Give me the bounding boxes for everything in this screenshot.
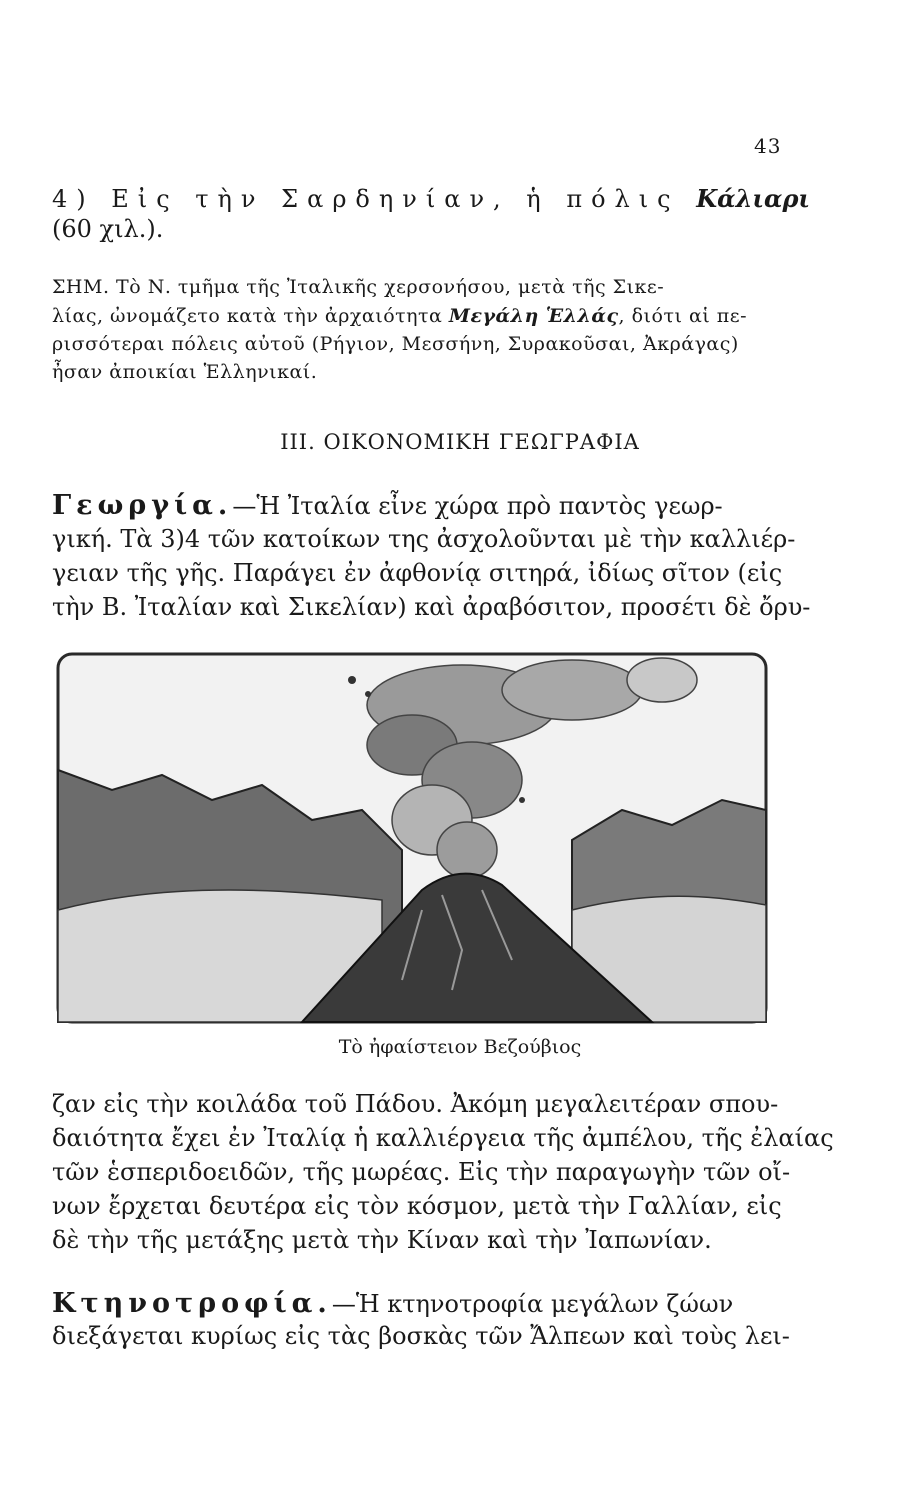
note-line: ρισσότεραι πόλεις αὐτοῦ (Ρήγιον, Μεσσήνη, Συρακοῦσαι, Ἀκράγας): [52, 333, 739, 355]
page-number: 43: [754, 134, 782, 158]
paragraph-line: δὲ τὴν τῆς μετάξης μετὰ τὴν Κίναν καὶ τὴν Ἰαπωνίαν.: [52, 1226, 712, 1254]
item-text: 4) Εἰς τὴν Σαρδηνίαν, ἡ πόλις: [52, 185, 697, 213]
paragraph-line: [52, 1288, 770, 1319]
paragraph-line: γική. Τὰ 3)4 τῶν κατοίκων της ἀσχολοῦνται μὲ τὴν καλλιέρ-: [52, 525, 796, 553]
note-text: λίας, ὠνομάζετο κατὰ τὴν ἀρχαιότητα: [52, 305, 449, 327]
paragraph-lead: Γεωργία.: [52, 490, 233, 521]
paragraph-line: τῶν ἑσπεριδοειδῶν, τῆς μωρέας. Εἰς τὴν παραγωγὴν τῶν οἴ-: [52, 1158, 791, 1186]
city-name: Κάλιαρι: [696, 184, 811, 213]
note-text: , διότι αἱ πε-: [618, 305, 748, 327]
paragraph-line: τὴν Β. Ἰταλίαν καὶ Σικελίαν) καὶ ἀραβόσιτον, προσέτι δὲ ὄρυ-: [52, 593, 811, 621]
paragraph-line: [52, 490, 770, 521]
paragraph-lead: Κτηνοτροφία.: [52, 1288, 332, 1319]
paragraph-line: διεξάγεται κυρίως εἰς τὰς βοσκὰς τῶν Ἄλπεων καὶ τοὺς λει-: [52, 1322, 790, 1350]
note-line: ἦσαν ἀποικίαι Ἑλληνικαί.: [52, 361, 318, 383]
note-emphasis: Μεγάλη Ἑλλάς: [448, 305, 619, 327]
section-heading: III. ΟΙΚΟΝΟΜΙΚΗ ΓΕΩΓΡΑΦΙΑ: [280, 430, 640, 454]
paragraph-text: —Ἡ Ἰταλία εἶνε χώρα πρὸ παντὸς γεωρ-: [232, 492, 723, 520]
note-line: ΣΗΜ. Τὸ Ν. τμῆμα τῆς Ἰταλικῆς χερσονήσου, μετὰ τῆς Σικε-: [52, 276, 665, 298]
item-continuation: (60 χιλ.).: [52, 215, 164, 243]
figure-caption: Τὸ ἠφαίστειον Βεζούβιος: [338, 1036, 582, 1058]
paragraph-line: ζαν εἰς τὴν κοιλάδα τοῦ Πάδου. Ἀκόμη μεγαλειτέραν σπου-: [52, 1090, 779, 1118]
note-line: [52, 305, 770, 327]
paragraph-line: νων ἔρχεται δευτέρα εἰς τὸν κόσμον, μετὰ τὴν Γαλλίαν, εἰς: [52, 1192, 782, 1220]
list-item-sardinia: [52, 184, 811, 213]
paragraph-line: γειαν τῆς γῆς. Παράγει ἐν ἀφθονίᾳ σιτηρά, ἰδίως σῖτον (εἰς: [52, 559, 783, 587]
volcano-illustration: [52, 650, 772, 1028]
paragraph-line: δαιότητα ἔχει ἐν Ἰταλίᾳ ἡ καλλιέργεια τῆς ἀμπέλου, τῆς ἐλαίας: [52, 1124, 834, 1152]
paragraph-text: —Ἡ κτηνοτροφία μεγάλων ζώων: [331, 1290, 734, 1318]
